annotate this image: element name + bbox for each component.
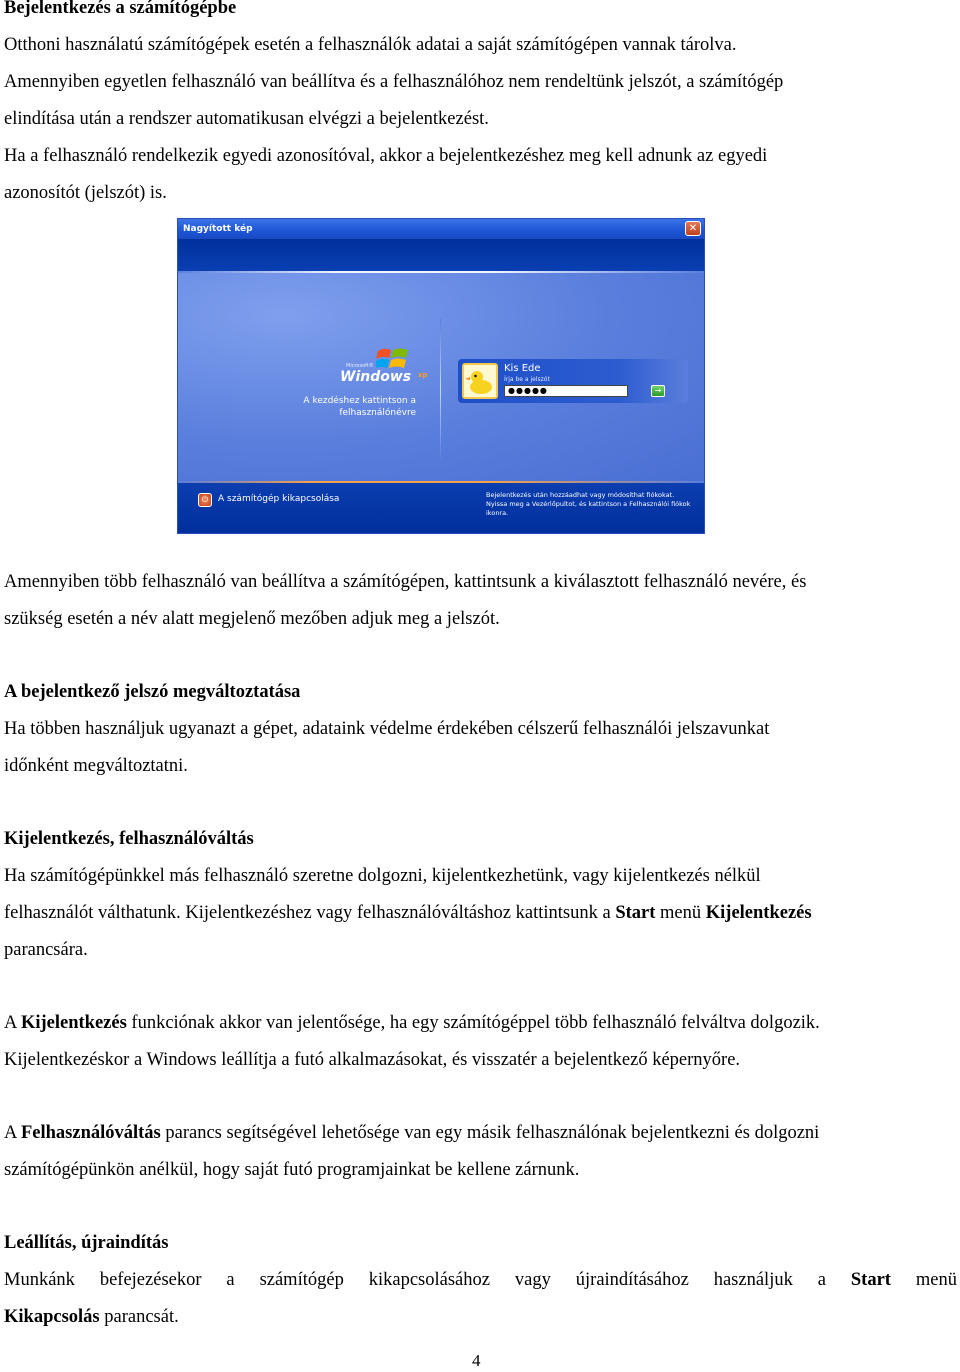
paragraph-line	[4, 1115, 957, 1152]
text-run: parancs segítségével lehetősége van egy másik felhasználónak bejelentkezni és dolgozni	[160, 1123, 820, 1143]
switch-user-term: Felhasználóváltás	[20, 1123, 161, 1143]
login-screenshot	[177, 218, 705, 534]
shutdown-button[interactable]: A számítógép kikapcsolása	[218, 494, 340, 504]
paragraph-line: Kijelentkezéskor a Windows leállítja a futó alkalmazásokat, és visszatér a bejelentkező képernyőre.	[4, 1050, 741, 1070]
paragraph-line: Ha a felhasználó rendelkezik egyedi azonosítóval, akkor a bejelentkezéshez meg kell adnunk az egyedi	[4, 146, 768, 166]
heading-logout: Kijelentkezés, felhasználóváltás	[4, 829, 254, 849]
login-hint	[276, 395, 416, 419]
heading-password-change: A bejelentkező jelszó megváltoztatása	[4, 682, 301, 702]
text-run: Munkánk befejezésekor a számítógép kikapcsolásához vagy újraindításához használjuk a	[4, 1270, 851, 1290]
paragraph-line: Otthoni használatú számítógépek esetén a felhasználók adatai a saját számítógépen vannak tárolva.	[4, 35, 737, 55]
paragraph-line	[4, 1262, 957, 1299]
paragraph-line	[4, 1299, 957, 1336]
text-run: parancsát.	[99, 1307, 179, 1327]
paragraph-line	[4, 1005, 957, 1042]
paragraph-line: Ha számítógépünkkel más felhasználó szeretne dolgozni, kijelentkezhetünk, vagy kijelentkezés nélkül	[4, 866, 761, 886]
user-tile[interactable]	[458, 359, 688, 403]
paragraph-line: elindítása után a rendszer automatikusan elvégzi a bejelentkezést.	[4, 109, 489, 129]
start-menu-term: Start	[615, 903, 656, 923]
user-name[interactable]: Kis Ede	[504, 363, 541, 374]
text-run: A	[4, 1123, 21, 1143]
start-menu-term: Start	[850, 1270, 891, 1290]
logout-term: Kijelentkezés	[20, 1013, 127, 1033]
paragraph-line: Amennyiben több felhasználó van beállítva a számítógépen, kattintsunk a kiválasztott felhasználó nevére, és	[4, 572, 807, 592]
login-hint-line: felhasználónévre	[339, 408, 416, 418]
text-run: menü	[655, 903, 706, 923]
paragraph-line: szükség esetén a név alatt megjelenő mezőben adjuk meg a jelszót.	[4, 609, 500, 629]
text-run: A	[4, 1013, 21, 1033]
password-hint: Írja be a jelszót	[504, 376, 550, 383]
paragraph-line: Amennyiben egyetlen felhasználó van beállítva és a felhasználóhoz nem rendeltünk jelszót, a számítógép	[4, 72, 784, 92]
heading-shutdown: Leállítás, újraindítás	[4, 1233, 169, 1253]
top-band	[178, 239, 704, 271]
text-run: felhasználót válthatunk. Kijelentkezéshez vagy felhasználóváltáshoz kattintsunk a	[4, 903, 616, 923]
text-run: funkciónak akkor van jelentősége, ha egy számítógéppel több felhasználó felváltva dolgozik.	[126, 1013, 820, 1033]
go-arrow-button[interactable]: →	[651, 385, 665, 397]
windows-label: Windows	[340, 369, 412, 385]
paragraph-line: Ha többen használjuk ugyanazt a gépet, adataink védelme érdekében célszerű felhasználói jelszavunkat	[4, 719, 770, 739]
power-icon[interactable]: ⏻	[198, 493, 212, 507]
xp-label: xp	[418, 371, 428, 379]
login-hint-line: A kezdéshez kattintson a	[303, 396, 416, 406]
paragraph-line: azonosítót (jelszót) is.	[4, 183, 167, 203]
paragraph-line: időnként megváltoztatni.	[4, 756, 188, 776]
page-number: 4	[472, 1351, 481, 1370]
microsoft-label: Microsoft®	[346, 363, 374, 369]
duck-avatar-icon[interactable]	[462, 363, 498, 399]
account-note: Bejelentkezés után hozzáadhat vagy módosíthat fiókokat. Nyissa meg a Vezérlőpultot, és kattintson a Felhasználói fiókok ikonra.	[486, 491, 691, 517]
paragraph-line: parancsára.	[4, 940, 88, 960]
close-icon[interactable]: ✕	[685, 221, 701, 236]
paragraph-line: számítógépünkön anélkül, hogy saját futó programjainkat be kellene zárnunk.	[4, 1160, 580, 1180]
window-title: Nagyított kép	[178, 219, 704, 239]
vertical-divider	[440, 319, 441, 459]
duck-icon	[464, 365, 496, 397]
heading-login: Bejelentkezés a számítógépbe	[4, 0, 237, 18]
logout-term: Kijelentkezés	[705, 903, 812, 923]
password-input[interactable]: ●●●●●	[504, 385, 628, 397]
language-indicator: HU	[614, 389, 623, 396]
text-run: menü	[890, 1270, 957, 1290]
shutdown-term: Kikapcsolás	[4, 1307, 100, 1327]
paragraph-line	[4, 895, 957, 932]
